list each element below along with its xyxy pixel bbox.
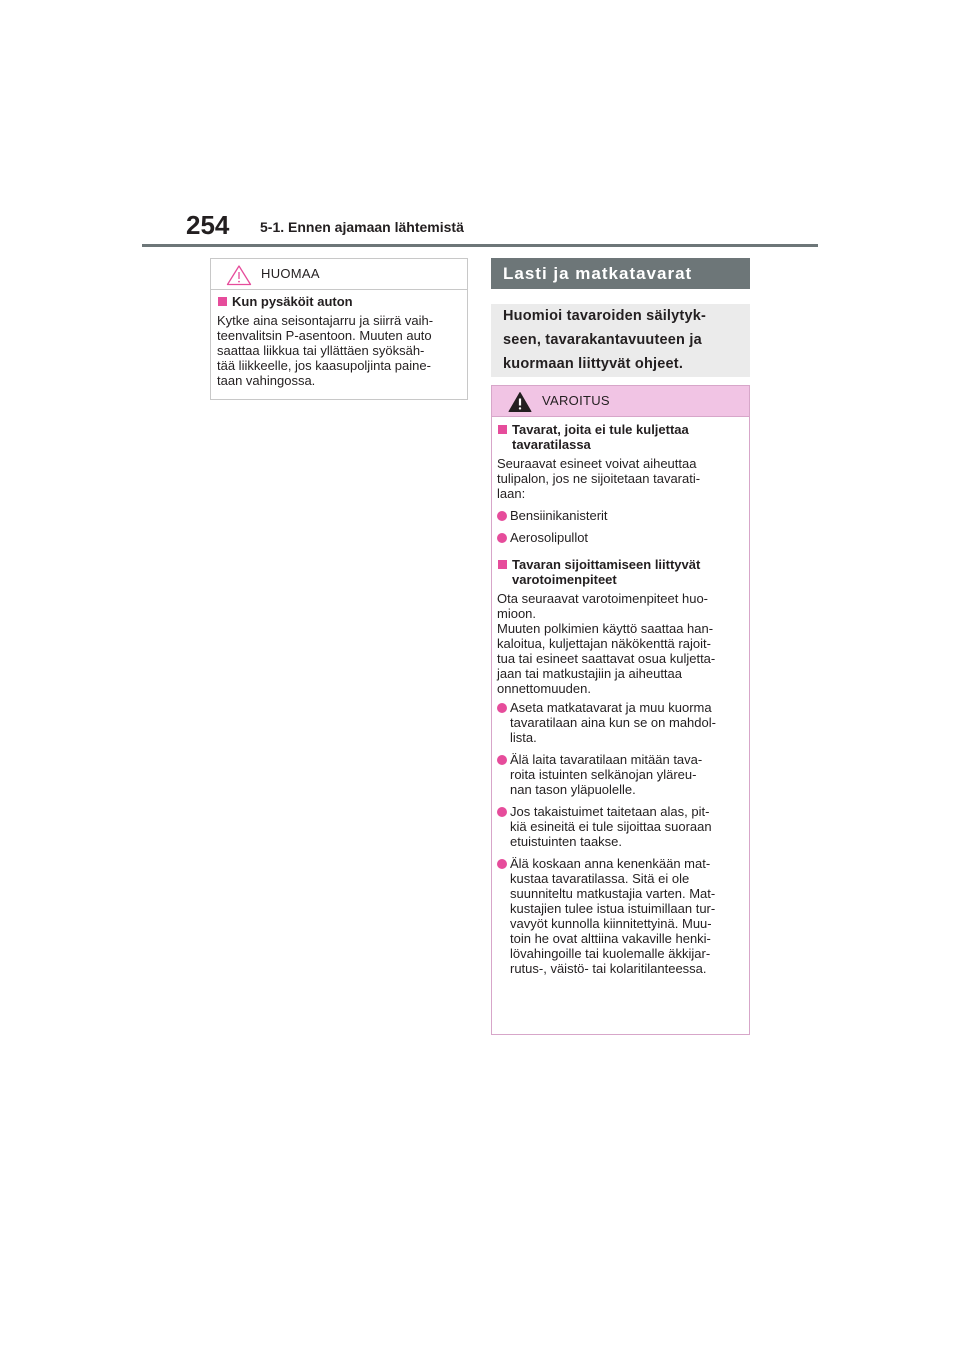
notice-text: Kytke aina seisontajarru ja siirrä vaih- teenvalitsin P-asentoon. Muuten auto saattaa liikkua tai yllättäen syöksäh- tää liikkeelle, jos kaasupoljinta paine- taan vahingossa. [217,313,434,388]
list-item: Älä laita tavaratilaan mitään tava- roita istuinten selkänojan yläreu- nan tason yläpuolelle. [497,752,744,797]
warning-heading-1: Tavarat, joita ei tule kuljettaa tavaratilassa [497,422,744,452]
intro-text: Huomioi tavaroiden säilytyk- seen, tavarakantavuuteen ja kuormaan liittyvät ohjeet. [503,308,707,372]
list-item: Bensiinikanisterit [497,508,744,523]
warning-box [491,385,750,1035]
warning-text-2: Ota seuraavat varotoimenpiteet huo- mioon. Muuten polkimien käyttö saattaa han- kaloitua, kuljettajan näkökenttä rajoit- tua tai esineet saattavat osua kuljetta- jaan tai matkustajiin ja aiheuttaa onnettomuuden. [497,591,716,696]
page-number: 254 [186,210,230,240]
warning-body [492,417,749,976]
caution-outline-icon [226,264,252,286]
warning-icon [508,391,532,413]
header-divider [142,244,818,247]
section-title: 5-1. Ennen ajamaan lähtemistä [260,219,464,235]
warning-header [492,386,749,417]
notice-box [210,258,468,400]
list-item: Aerosolipullot [497,530,744,545]
notice-heading: Kun pysäköit auton [217,294,461,309]
list-item: Aseta matkatavarat ja muu kuorma tavaratilaan aina kun se on mahdol- lista. [497,700,744,745]
notice-header [211,259,467,290]
section-banner: Lasti ja matkatavarat [491,258,750,289]
intro-box [491,304,750,377]
warning-text-1: Seuraavat esineet voivat aiheuttaa tulipalon, jos ne sijoitetaan tavarati- laan: [497,456,701,501]
warning-title: VAROITUS [542,393,610,408]
warning-heading-2: Tavaran sijoittamiseen liittyvät varotoimenpiteet [497,557,744,587]
list-item: Älä koskaan anna kenenkään mat- kustaa tavaratilassa. Sitä ei ole suunniteltu matkustajia varten. Mat- kustajien tulee istua istuimillaan tur- vavyöt kunnolla kiinnitettyinä. Muu- toin he ovat alttiina vakaville henki- lövahingoille tai kuolemalle äkkijar- rutus-, väistö- tai kolaritilanteessa. [497,856,744,976]
notice-body [211,290,467,388]
list-item: Jos takaistuimet taitetaan alas, pit- kiä esineitä ei tule sijoittaa suoraan etuistuinten taakse. [497,804,744,849]
notice-title: HUOMAA [261,266,320,281]
